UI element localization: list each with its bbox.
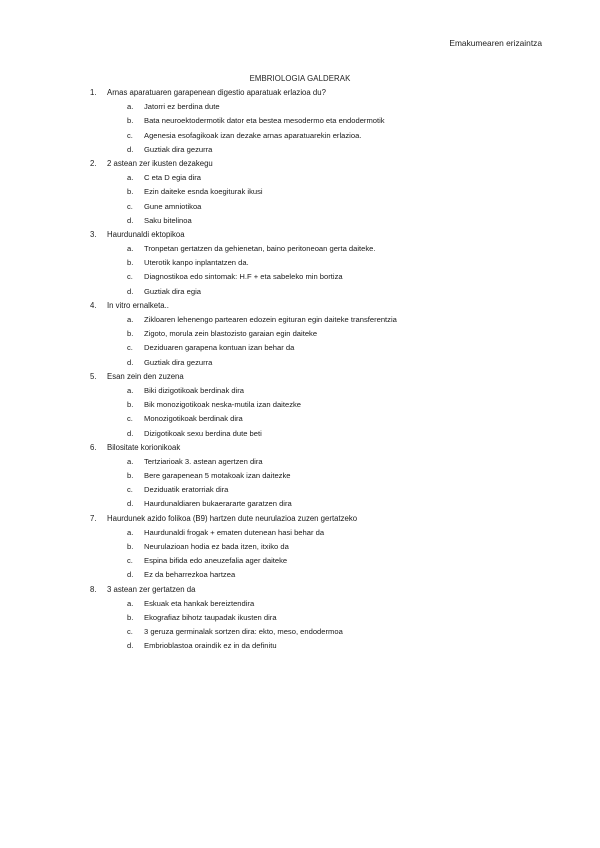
answer-text: C eta D egia dira [144, 173, 201, 183]
question-number: 7. [90, 513, 97, 523]
question-row [0, 86, 600, 100]
answer-letter: c. [127, 414, 133, 424]
answer-text: Agenesia esofagikoak izan dezake arnas aparatuarekin erlazioa. [144, 130, 362, 140]
answer-text: Biki dizigotikoak berdinak dira [144, 385, 245, 395]
answer-letter: d. [127, 357, 134, 367]
question-item [0, 512, 600, 583]
answer-option [0, 214, 600, 228]
answer-text: Saku bitelinoa [144, 215, 192, 225]
answer-letter: a. [127, 102, 134, 112]
question-row [0, 228, 600, 242]
answer-letter: a. [127, 598, 134, 608]
answer-text: Neurulazioan hodia ez bada itzen, itxiko da [144, 542, 289, 551]
answer-text: Guztiak dira gezurra [144, 357, 213, 367]
answer-letter: a. [127, 315, 134, 324]
question-number: 6. [90, 442, 97, 452]
answer-option [0, 469, 600, 483]
answer-text: Haurdunaldiaren bukaerararte garatzen dira [144, 499, 292, 509]
answer-letter: b. [127, 329, 134, 339]
question-text: Bilositate korionikoak [107, 442, 181, 452]
answer-option [0, 171, 600, 185]
answer-text: 3 geruza germinalak sortzen dira: ekto, meso, endodermoa [144, 627, 343, 637]
question-row [0, 512, 600, 526]
answer-text: Ezin daiteke esnda koegiturak ikusi [144, 187, 263, 197]
answer-text: Eskuak eta hankak bereiztendira [144, 598, 255, 608]
answer-option [0, 398, 600, 412]
answer-option [0, 143, 600, 157]
question-item [0, 157, 600, 228]
question-text: Esan zein den zuzena [107, 371, 184, 381]
answer-text: Tertziarioak 3. astean agertzen dira [144, 456, 263, 466]
answer-text: Ez da beharrezkoa hartzea [144, 570, 236, 580]
answer-letter: b. [127, 116, 134, 126]
question-row [0, 299, 600, 313]
answer-text: Haurdunaldi frogak + ematen dutenean hasi behar da [144, 527, 325, 537]
answer-option [0, 384, 600, 398]
answer-option [0, 639, 600, 653]
answer-letter: b. [127, 258, 134, 268]
question-item [0, 370, 600, 441]
answer-option [0, 597, 600, 611]
answer-option [0, 611, 600, 625]
answer-text: Guztiak dira egia [144, 286, 201, 296]
answer-option [0, 200, 600, 214]
answer-letter: b. [127, 612, 134, 622]
question-text: Haurdunek azido folikoa (B9) hartzen dute neurulazioa zuzen gertatzeko [107, 513, 358, 523]
answer-text: Espina bifida edo aneuzefalia ager daiteke [144, 556, 288, 566]
answer-text: Deziduaren garapena kontuan izan behar da [144, 343, 295, 353]
answer-option [0, 483, 600, 497]
answer-option [0, 327, 600, 341]
answer-letter: a. [127, 385, 134, 395]
answer-option [0, 412, 600, 426]
answer-option [0, 100, 600, 114]
answer-letter: b. [127, 187, 134, 197]
answer-option [0, 285, 600, 299]
answer-letter: d. [127, 428, 134, 438]
question-number: 8. [90, 584, 97, 594]
answer-letter: a. [127, 173, 134, 183]
answer-option [0, 313, 600, 327]
answer-letter: d. [127, 215, 134, 225]
answer-text: Monozigotikoak berdinak dira [144, 414, 243, 424]
answer-option [0, 568, 600, 582]
answer-text: Zigoto, morula zein blastozisto garaian egin daiteke [144, 329, 318, 339]
question-number: 4. [90, 300, 97, 310]
answer-text: Dizigotikoak sexu berdina dute beti [144, 428, 262, 438]
question-number: 3. [90, 229, 97, 239]
answer-option [0, 427, 600, 441]
question-item [0, 299, 600, 370]
question-item [0, 583, 600, 654]
answer-text: Jatorri ez berdina dute [144, 102, 220, 112]
question-number: 1. [90, 88, 97, 97]
answer-letter: d. [127, 286, 134, 296]
answer-text: Bata neuroektodermotik dator eta bestea mesodermo eta endodermotik [144, 116, 385, 126]
answer-option [0, 625, 600, 639]
question-text: Arnas aparatuaren garapenean digestio aparatuak erlazioa du? [107, 88, 326, 97]
answer-letter: d. [127, 641, 134, 651]
question-text: 3 astean zer gertatzen da [107, 584, 196, 594]
answer-letter: a. [127, 456, 134, 466]
answer-text: Diagnostikoa edo sintomak: H.F + eta sabeleko min bortiza [144, 272, 343, 282]
answer-text: Tronpetan gertatzen da gehienetan, baino peritoneoan gerta daiteke. [144, 244, 376, 254]
question-item [0, 441, 600, 512]
answer-option [0, 242, 600, 256]
answer-option [0, 114, 600, 128]
answer-letter: b. [127, 542, 134, 551]
answer-option [0, 540, 600, 554]
question-number: 2. [90, 158, 97, 168]
question-row [0, 370, 600, 384]
answer-option [0, 270, 600, 284]
header-course-name: Emakumearen erizaintza [449, 38, 542, 48]
answer-text: Ekografiaz bihotz taupadak ikusten dira [144, 612, 277, 622]
answer-letter: b. [127, 471, 134, 481]
answer-letter: d. [127, 499, 134, 509]
answer-option [0, 356, 600, 370]
answer-text: Bik monozigotikoak neska-mutila izan daitezke [144, 400, 302, 410]
question-row [0, 441, 600, 455]
question-text: In vitro ernalketa.. [107, 300, 169, 310]
answer-text: Bere garapenean 5 motakoak izan daitezke [144, 471, 291, 481]
answer-letter: c. [127, 627, 133, 637]
answer-letter: c. [127, 130, 133, 140]
answer-letter: c. [127, 343, 133, 353]
answer-letter: c. [127, 556, 133, 566]
question-row [0, 157, 600, 171]
answer-text: Gune amniotikoa [144, 201, 202, 211]
answer-letter: a. [127, 527, 134, 537]
answer-option [0, 554, 600, 568]
question-number: 5. [90, 371, 97, 381]
answer-option [0, 526, 600, 540]
question-item [0, 228, 600, 299]
answer-letter: d. [127, 144, 134, 154]
question-text: 2 astean zer ikusten dezakegu [107, 158, 213, 168]
answer-option [0, 497, 600, 511]
answer-letter: a. [127, 244, 134, 254]
answer-letter: c. [127, 201, 133, 211]
answer-option [0, 185, 600, 199]
answer-letter: d. [127, 570, 134, 580]
answer-letter: c. [127, 272, 133, 282]
question-row [0, 583, 600, 597]
answer-option [0, 341, 600, 355]
answer-letter: c. [127, 485, 133, 495]
answer-text: Deziduatik eratorriak dira [144, 485, 229, 495]
question-item [0, 86, 600, 157]
question-text: Haurdunaldi ektopikoa [107, 229, 185, 239]
document-title: EMBRIOLOGIA GALDERAK [249, 74, 351, 83]
answer-option [0, 256, 600, 270]
answer-text: Zikloaren lehenengo partearen edozein egituran egin daiteke transferentzia [144, 315, 397, 324]
answer-option [0, 455, 600, 469]
answer-letter: b. [127, 400, 134, 410]
question-list [0, 86, 600, 654]
answer-text: Guztiak dira gezurra [144, 144, 213, 154]
answer-text: Embrioblastoa oraindik ez in da definitu [144, 641, 277, 651]
answer-option [0, 129, 600, 143]
answer-text: Uterotik kanpo inplantatzen da. [144, 258, 249, 268]
